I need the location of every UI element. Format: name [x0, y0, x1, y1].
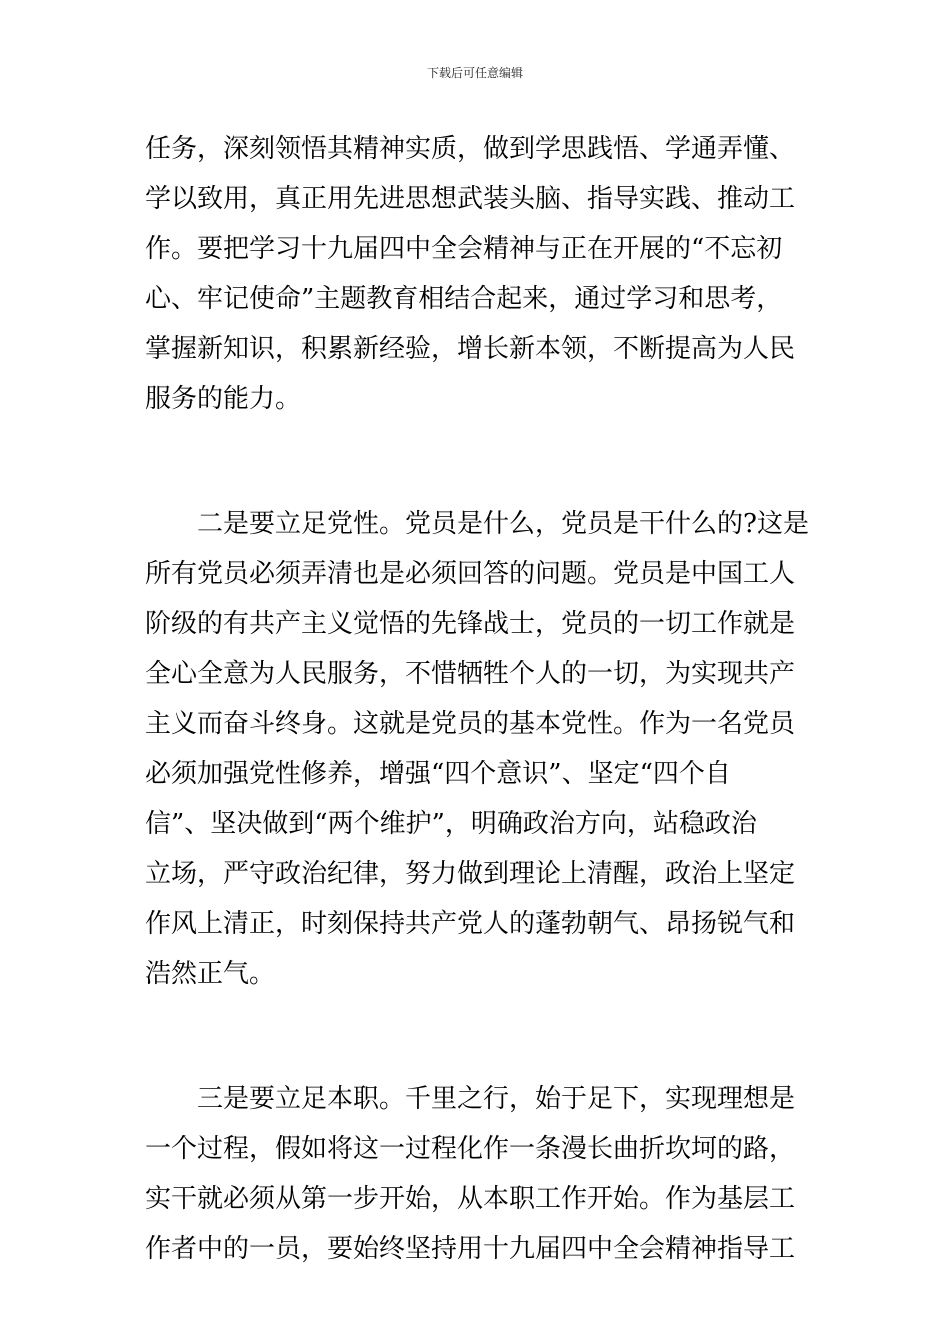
text-line: 实干就必须从第一步开始，从本职工作开始。作为基层工 — [145, 1184, 796, 1214]
paragraph-spacing — [145, 999, 815, 1074]
text-line: 一个过程，假如将这一过程化作一条漫长曲折坎坷的路， — [145, 1134, 796, 1164]
paragraph-spacing — [145, 424, 815, 499]
text-line: 掌握新知识，积累新经验，增长新本领，不断提高为人民 — [145, 334, 796, 364]
text-line: 二是要立足党性。党员是什么，党员是干什么的?这是 — [197, 509, 809, 539]
page-header: 下载后可任意编辑 — [426, 66, 523, 80]
paragraph-1 — [145, 124, 815, 424]
paragraph-2 — [145, 499, 815, 999]
text-line: 信”、坚决做到“两个维护”，明确政治方向，站稳政治 — [145, 809, 757, 839]
text-line: 心、牢记使命”主题教育相结合起来，通过学习和思考， — [145, 284, 783, 314]
text-line: 所有党员必须弄清也是必须回答的问题。党员是中国工人 — [145, 559, 796, 589]
text-line: 必须加强党性修养，增强“四个意识”、坚定“四个自 — [145, 759, 731, 789]
document-body — [145, 124, 815, 1274]
text-line: 任务，深刻领悟其精神实质，做到学思践悟、学通弄懂、 — [145, 134, 796, 164]
text-line: 作者中的一员，要始终坚持用十九届四中全会精神指导工 — [145, 1234, 796, 1264]
text-line: 全心全意为人民服务，不惜牺牲个人的一切，为实现共产 — [145, 659, 796, 689]
paragraph-3 — [145, 1074, 815, 1274]
text-line: 主义而奋斗终身。这就是党员的基本党性。作为一名党员 — [145, 709, 796, 739]
text-line: 学以致用，真正用先进思想武装头脑、指导实践、推动工 — [145, 184, 796, 214]
text-line: 作。要把学习十九届四中全会精神与正在开展的“不忘初 — [145, 234, 783, 264]
text-line: 三是要立足本职。千里之行，始于足下，实现理想是 — [197, 1084, 796, 1114]
text-line: 阶级的有共产主义觉悟的先锋战士，党员的一切工作就是 — [145, 609, 796, 639]
text-line: 立场，严守政治纪律，努力做到理论上清醒，政治上坚定 — [145, 859, 796, 889]
text-line: 浩然正气。 — [145, 959, 276, 989]
text-line: 作风上清正，时刻保持共产党人的蓬勃朝气、昂扬锐气和 — [145, 909, 796, 939]
text-line: 服务的能力。 — [145, 384, 302, 414]
